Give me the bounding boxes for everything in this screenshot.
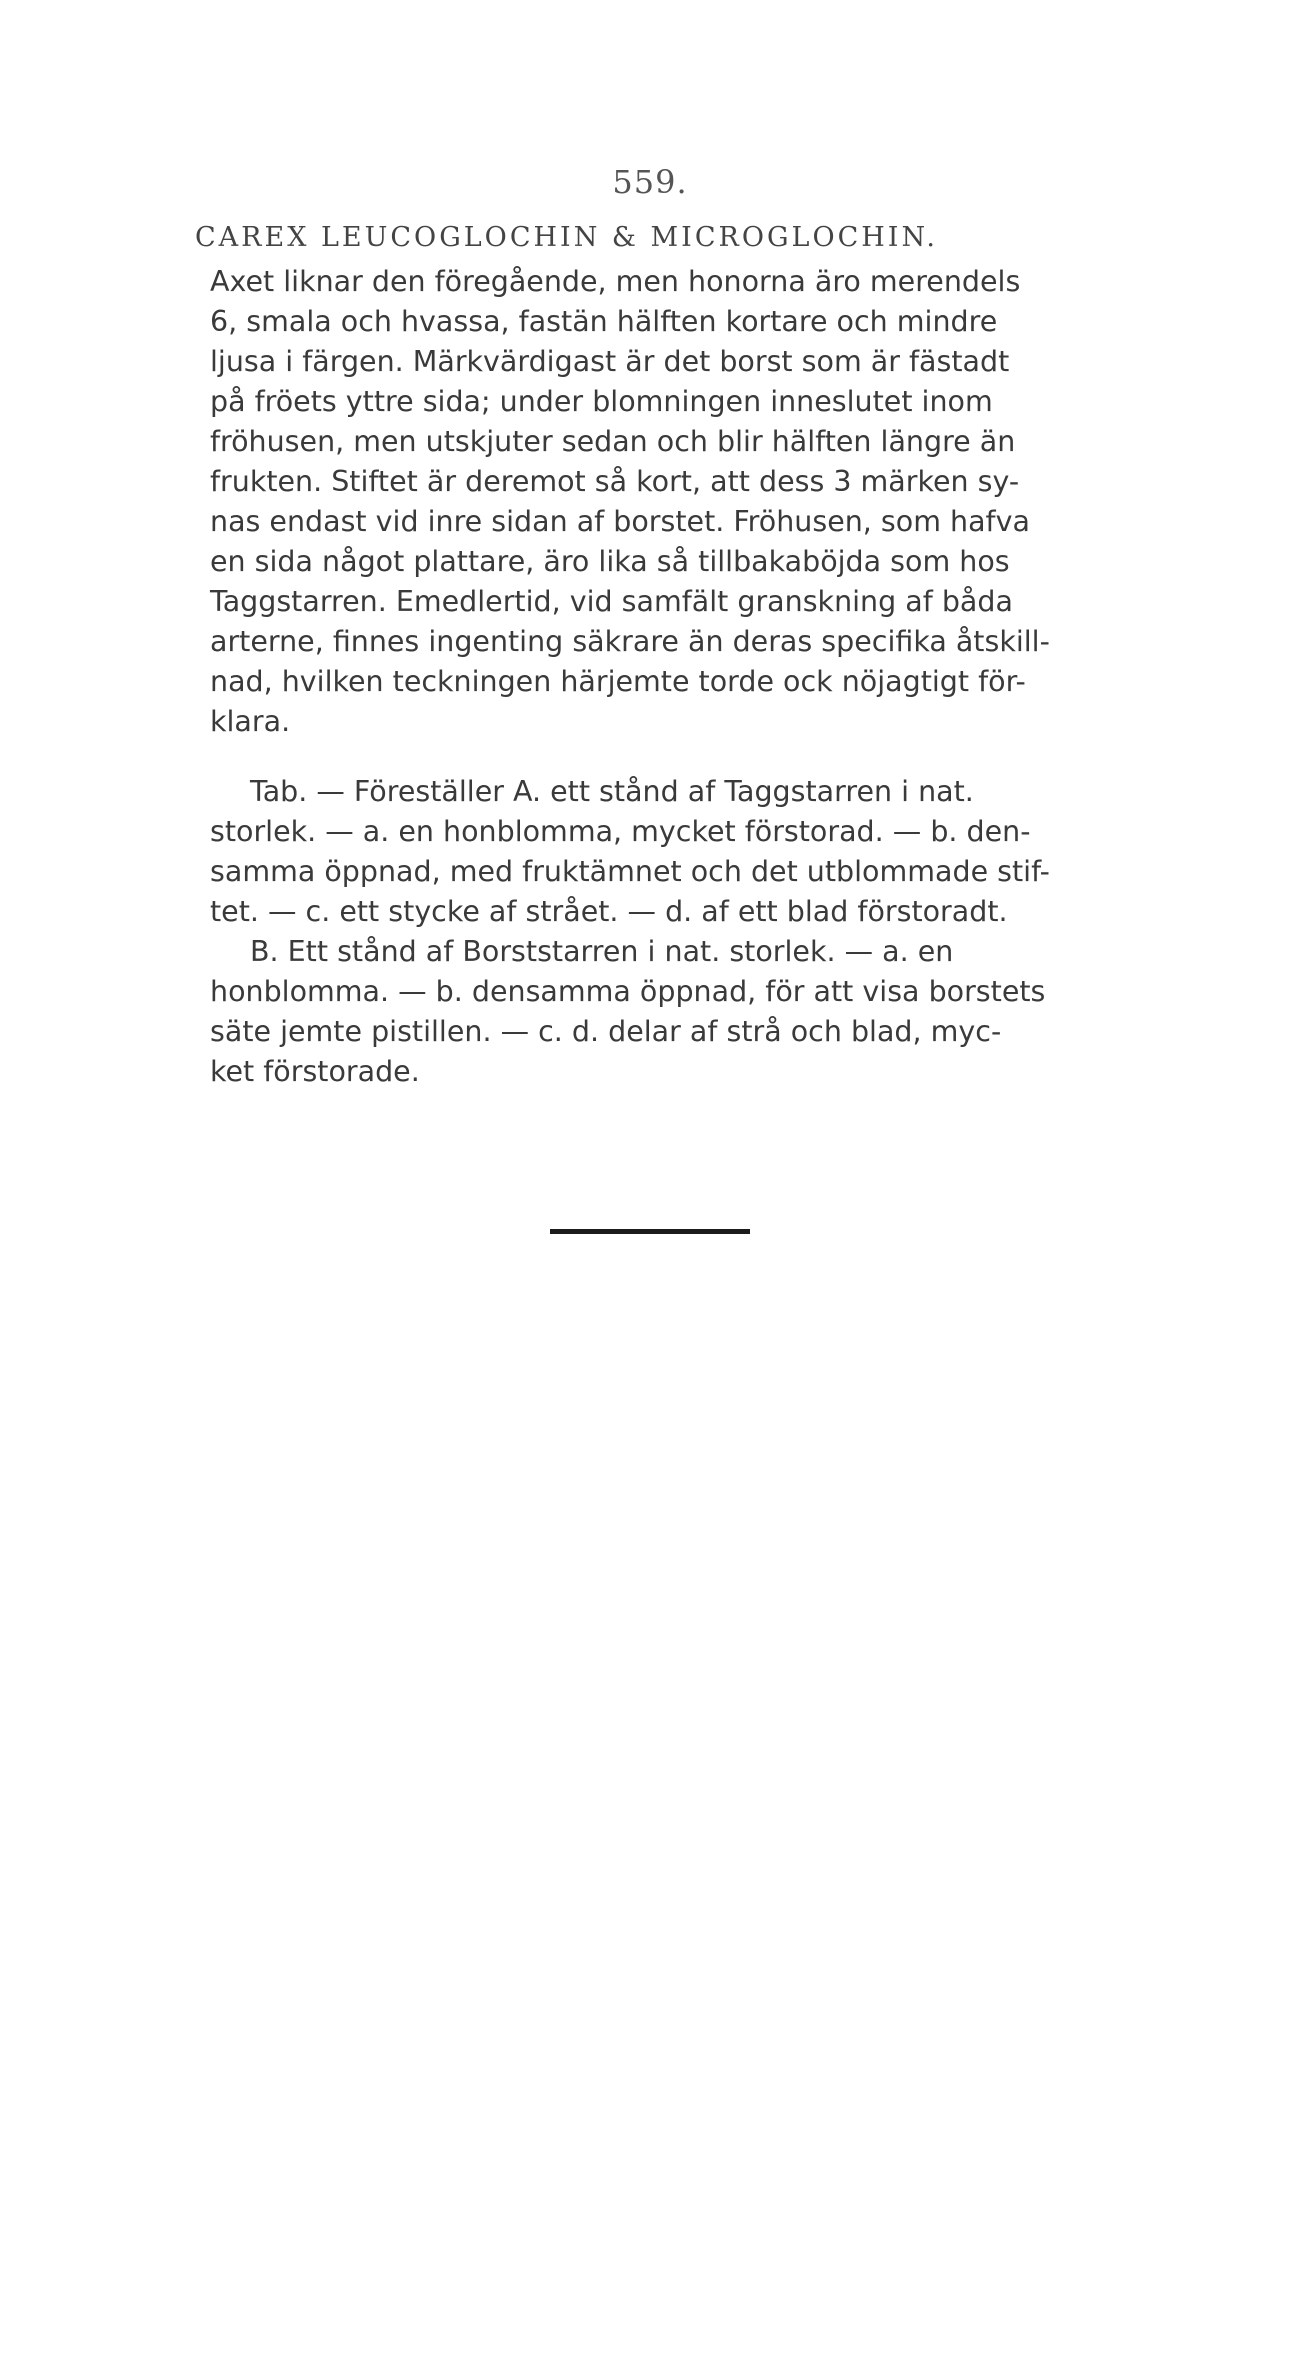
text-line: Taggstarren. Emedlertid, vid samfält granskning af båda [210,585,1013,618]
text-line: Tab. — Föreställer A. ett stånd af Taggstarren i nat. [250,775,974,808]
text-line: Axet liknar den föregående, men honorna äro merendels [210,265,1021,298]
plate-description [210,772,1210,1092]
text-line: nad, hvilken teckningen härjemte torde ock nöjagtigt för- [210,665,1026,698]
text-line: på fröets yttre sida; under blomningen inneslutet inom [210,385,993,418]
text-line: nas endast vid inre sidan af borstet. Fröhusen, som hafva [210,505,1030,538]
text-line: fröhusen, men utskjuter sedan och blir hälften längre än [210,425,1016,458]
text-line: frukten. Stiftet är deremot så kort, att dess 3 märken sy- [210,465,1020,498]
text-line: en sida något plattare, äro lika så tillbakaböjda som hos [210,545,1010,578]
text-line: honblomma. — b. densamma öppnad, för att visa borstets [210,975,1046,1008]
body-text [210,262,1210,742]
text-line: ljusa i färgen. Märkvärdigast är det borst som är fästadt [210,345,1010,378]
end-rule [550,1229,750,1234]
text-line: ket förstorade. [210,1055,420,1088]
text-line: säte jemte pistillen. — c. d. delar af strå och blad, myc- [210,1015,1002,1048]
text-line: tet. — c. ett stycke af strået. — d. af ett blad förstoradt. [210,895,1008,928]
text-line: samma öppnad, med fruktämnet och det utblommade stif- [210,855,1050,888]
text-line: storlek. — a. en honblomma, mycket förstorad. — b. den- [210,815,1031,848]
text-line: arterne, finnes ingenting säkrare än deras specifika åtskill- [210,625,1050,658]
text-line: klara. [210,705,291,738]
running-title: CAREX LEUCOGLOCHIN & MICROGLOCHIN. [195,222,938,253]
page-number: 559. [612,163,688,201]
text-line: B. Ett stånd af Borststarren i nat. storlek. — a. en [250,935,954,968]
text-line: 6, smala och hvassa, fastän hälften kortare och mindre [210,305,998,338]
